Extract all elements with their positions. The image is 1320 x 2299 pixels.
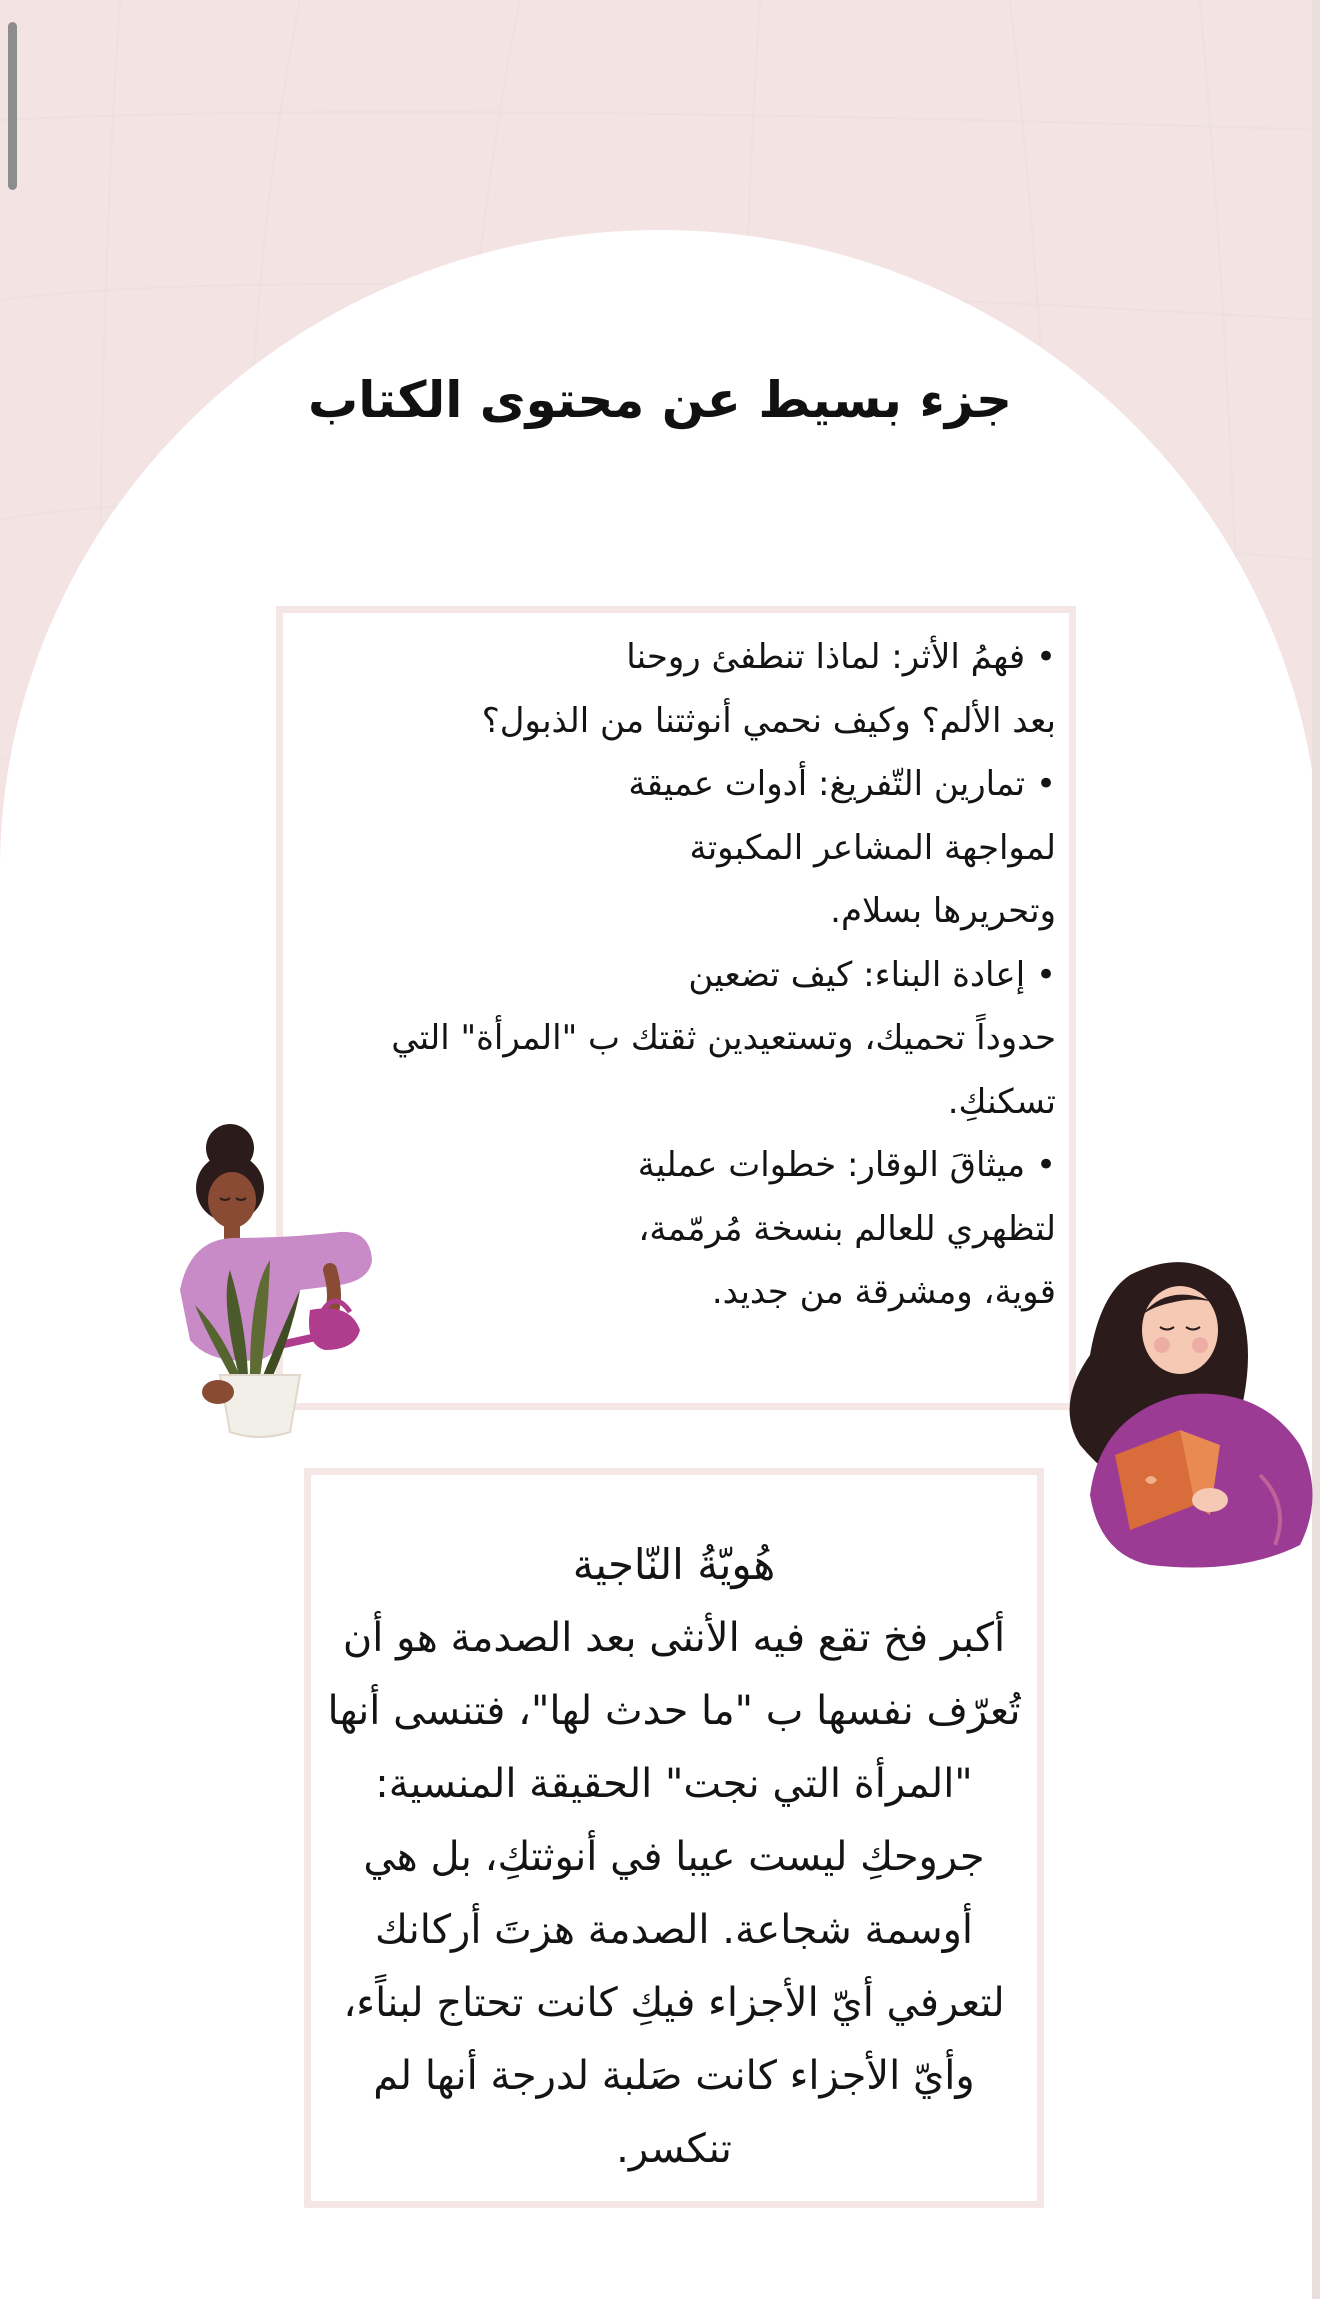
list-item: [316, 753, 1056, 944]
list-item-line: • ميثاقَ الوقار: خطوات عملية: [637, 1145, 1056, 1185]
identity-line: تُعرّف نفسها ب "ما حدث لها"، فتنسى أنها: [327, 1688, 1021, 1734]
identity-line: جروحكِ ليست عيبا في أنوثتكِ، بل هي: [363, 1834, 985, 1880]
woman-watering-plant-illustration: [150, 1120, 380, 1450]
page-title: جزء بسيط عن محتوى الكتاب: [307, 371, 1013, 429]
contents-list: [316, 626, 1056, 1325]
identity-line: "المرأة التي نجت" الحقيقة المنسية:: [375, 1761, 973, 1807]
list-item-line: وتحريرها بسلام.: [830, 891, 1056, 931]
list-item: [316, 626, 1056, 753]
right-edge-strip: [1312, 0, 1320, 2299]
list-item-line: • تمارين التّفريغ: أدوات عميقة: [628, 764, 1056, 804]
identity-line: لتعرفي أيّ الأجزاء فيكِ كانت تحتاج لبناًء،: [343, 1980, 1005, 2026]
identity-line: وأيّ الأجزاء كانت صَلبة لدرجة أنها لم: [373, 2053, 975, 2099]
list-item-line: لتظهري للعالم بنسخة مُرمّمة،: [638, 1208, 1056, 1249]
identity-line: أكبر فخ تقع فيه الأنثى بعد الصدمة هو أن: [342, 1615, 1006, 1661]
list-item-line: بعد الألم؟ وكيف نحمي أنوثتنا من الذبول؟: [481, 700, 1056, 741]
identity-section: [314, 1528, 1034, 2186]
list-item-line: لمواجهة المشاعر المكبوتة: [689, 827, 1056, 868]
identity-title: هُويّةُ النّاجية: [572, 1540, 776, 1589]
identity-line: تنكسر.: [616, 2126, 732, 2172]
list-item-line: تسكنكِ.: [947, 1081, 1056, 1122]
list-item: [316, 944, 1056, 1135]
scroll-indicator[interactable]: [8, 22, 17, 190]
list-item-line: • إعادة البناء: كيف تضعين: [688, 954, 1056, 995]
list-item-line: • فهمُ الأثر: لماذا تنطفئ روحنا: [626, 637, 1056, 677]
list-item: [316, 1134, 1056, 1325]
identity-line: أوسمة شجاعة. الصدمة هزتَ أركانك: [374, 1907, 974, 1953]
woman-reading-book-illustration: [1060, 1245, 1320, 1575]
list-item-line: حدوداً تحميك، وتستعيدين ثقتك ب "المرأة" التي: [391, 1018, 1056, 1058]
list-item-line: قوية، ومشرقة من جديد.: [711, 1272, 1056, 1312]
